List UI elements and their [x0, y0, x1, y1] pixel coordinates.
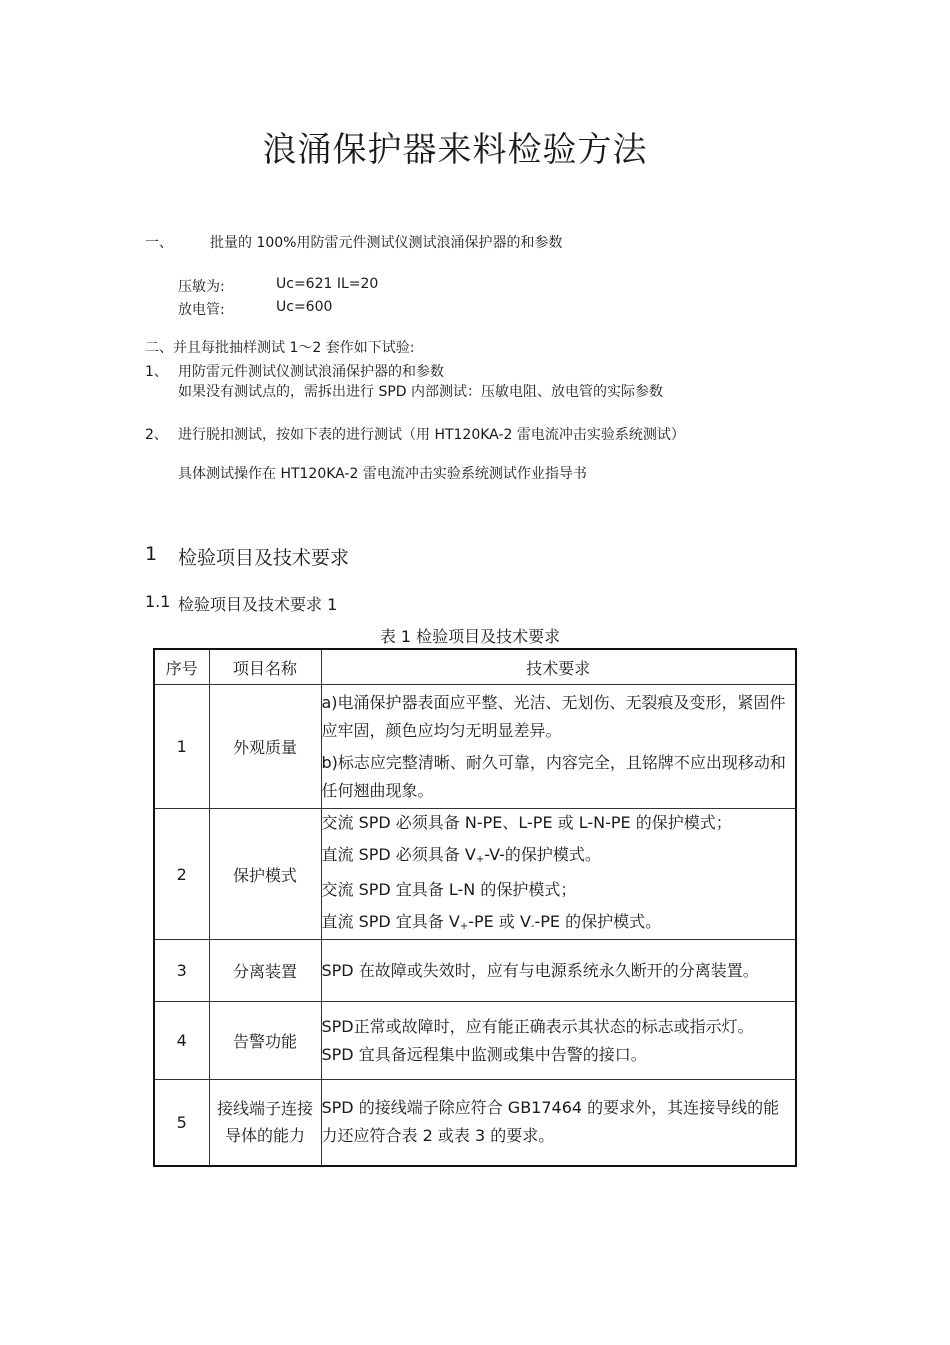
param-label-varistor: 压敏为: [178, 279, 225, 295]
requirement-text: 直流 SPD 必须具备 V [321, 845, 476, 864]
requirement-line: a)电涌保护器表面应平整、光洁、无划伤、无裂痕及变形，紧固件应牢固，颜色应均匀无明显差异。 [321, 692, 786, 740]
row-requirement [321, 1080, 796, 1166]
row-requirement [321, 685, 796, 809]
item-2-text: 进行脱扣测试，按如下表的进行测试（用 HT120KA-2 雷电流冲击实验系统测试） [178, 427, 685, 443]
row-requirement [321, 1002, 796, 1080]
inspection-table [153, 648, 797, 1167]
requirement-line: SPD 在故障或失效时，应有与电源系统永久断开的分离装置。 [321, 960, 759, 980]
page-title: 浪涌保护器来料检验方法 [262, 130, 648, 170]
requirement-text: 直流 SPD 宜具备 V [321, 912, 460, 931]
section-1-text: 批量的 100%用防雷元件测试仪测试浪涌保护器的和参数 [210, 235, 563, 251]
row-no: 4 [154, 1002, 209, 1080]
table-row [154, 685, 796, 809]
param-value-varistor: Uc=621 IL=20 [276, 276, 379, 292]
heading-1-text: 检验项目及技术要求 [178, 547, 350, 569]
row-requirement [321, 809, 796, 940]
requirement-text: -PE 的保护模式。 [534, 912, 662, 931]
header-no: 序号 [154, 649, 209, 685]
row-no: 1 [154, 685, 209, 809]
subscript-plus: + [459, 921, 469, 932]
requirement-line: SPD正常或故障时，应有能正确表示其状态的标志或指示灯。 [321, 1016, 754, 1036]
table-caption: 表 1 检验项目及技术要求 [379, 627, 561, 646]
section-2-intro: 二、并且每批抽样测试 1～2 套作如下试验: [145, 340, 415, 356]
item-1-number: 1、 [145, 364, 168, 380]
header-requirement: 技术要求 [321, 649, 796, 685]
requirement-text: -PE 或 V [468, 912, 531, 931]
table-row [154, 1002, 796, 1080]
requirement-line [322, 841, 796, 872]
row-name: 告警功能 [209, 1002, 321, 1080]
subscript-plus: + [475, 854, 485, 865]
row-name: 保护模式 [209, 809, 321, 940]
row-name: 外观质量 [209, 685, 321, 809]
row-no: 2 [154, 809, 209, 940]
table-row [154, 940, 796, 1002]
table-row [154, 809, 796, 940]
row-no: 3 [154, 940, 209, 1002]
requirement-line: 交流 SPD 宜具备 L-N 的保护模式； [321, 880, 577, 899]
row-no: 5 [154, 1080, 209, 1166]
subscript-minus: - [530, 921, 535, 932]
row-name: 分离装置 [209, 940, 321, 1002]
header-name: 项目名称 [209, 649, 321, 685]
heading-1-1-text: 检验项目及技术要求 1 [178, 595, 338, 614]
item-2-number: 2、 [145, 427, 168, 443]
requirement-line [322, 908, 796, 939]
requirement-text: -V-的保护模式。 [484, 845, 601, 864]
requirement-line: 交流 SPD 必须具备 N-PE、L-PE 或 L-N-PE 的保护模式； [321, 813, 732, 832]
param-value-discharge-tube: Uc=600 [276, 299, 333, 315]
heading-1-number: 1 [145, 543, 158, 565]
row-name: 接线端子连接导体的能力 [209, 1080, 321, 1166]
requirement-line: b)标志应完整清晰、耐久可靠，内容完全，且铭牌不应出现移动和任何翘曲现象。 [321, 752, 786, 800]
param-label-discharge-tube: 放电管: [178, 302, 225, 318]
item-2-subtext: 具体测试操作在 HT120KA-2 雷电流冲击实验系统测试作业指导书 [178, 466, 587, 482]
requirement-line: SPD 的接线端子除应符合 GB17464 的要求外，其连接导线的能力还应符合表 2 或表 3 的要求。 [321, 1098, 780, 1146]
requirement-line: SPD 宜具备远程集中监测或集中告警的接口。 [321, 1044, 647, 1064]
table-header-row [154, 649, 796, 685]
item-1-text: 用防雷元件测试仪测试浪涌保护器的和参数 [178, 364, 444, 380]
item-1-subtext: 如果没有测试点的，需拆出进行 SPD 内部测试：压敏电阻、放电管的实际参数 [178, 384, 664, 400]
row-requirement [321, 940, 796, 1002]
section-1-number: 一、 [145, 235, 173, 251]
table-row [154, 1080, 796, 1166]
heading-1-1-number: 1.1 [145, 592, 171, 611]
